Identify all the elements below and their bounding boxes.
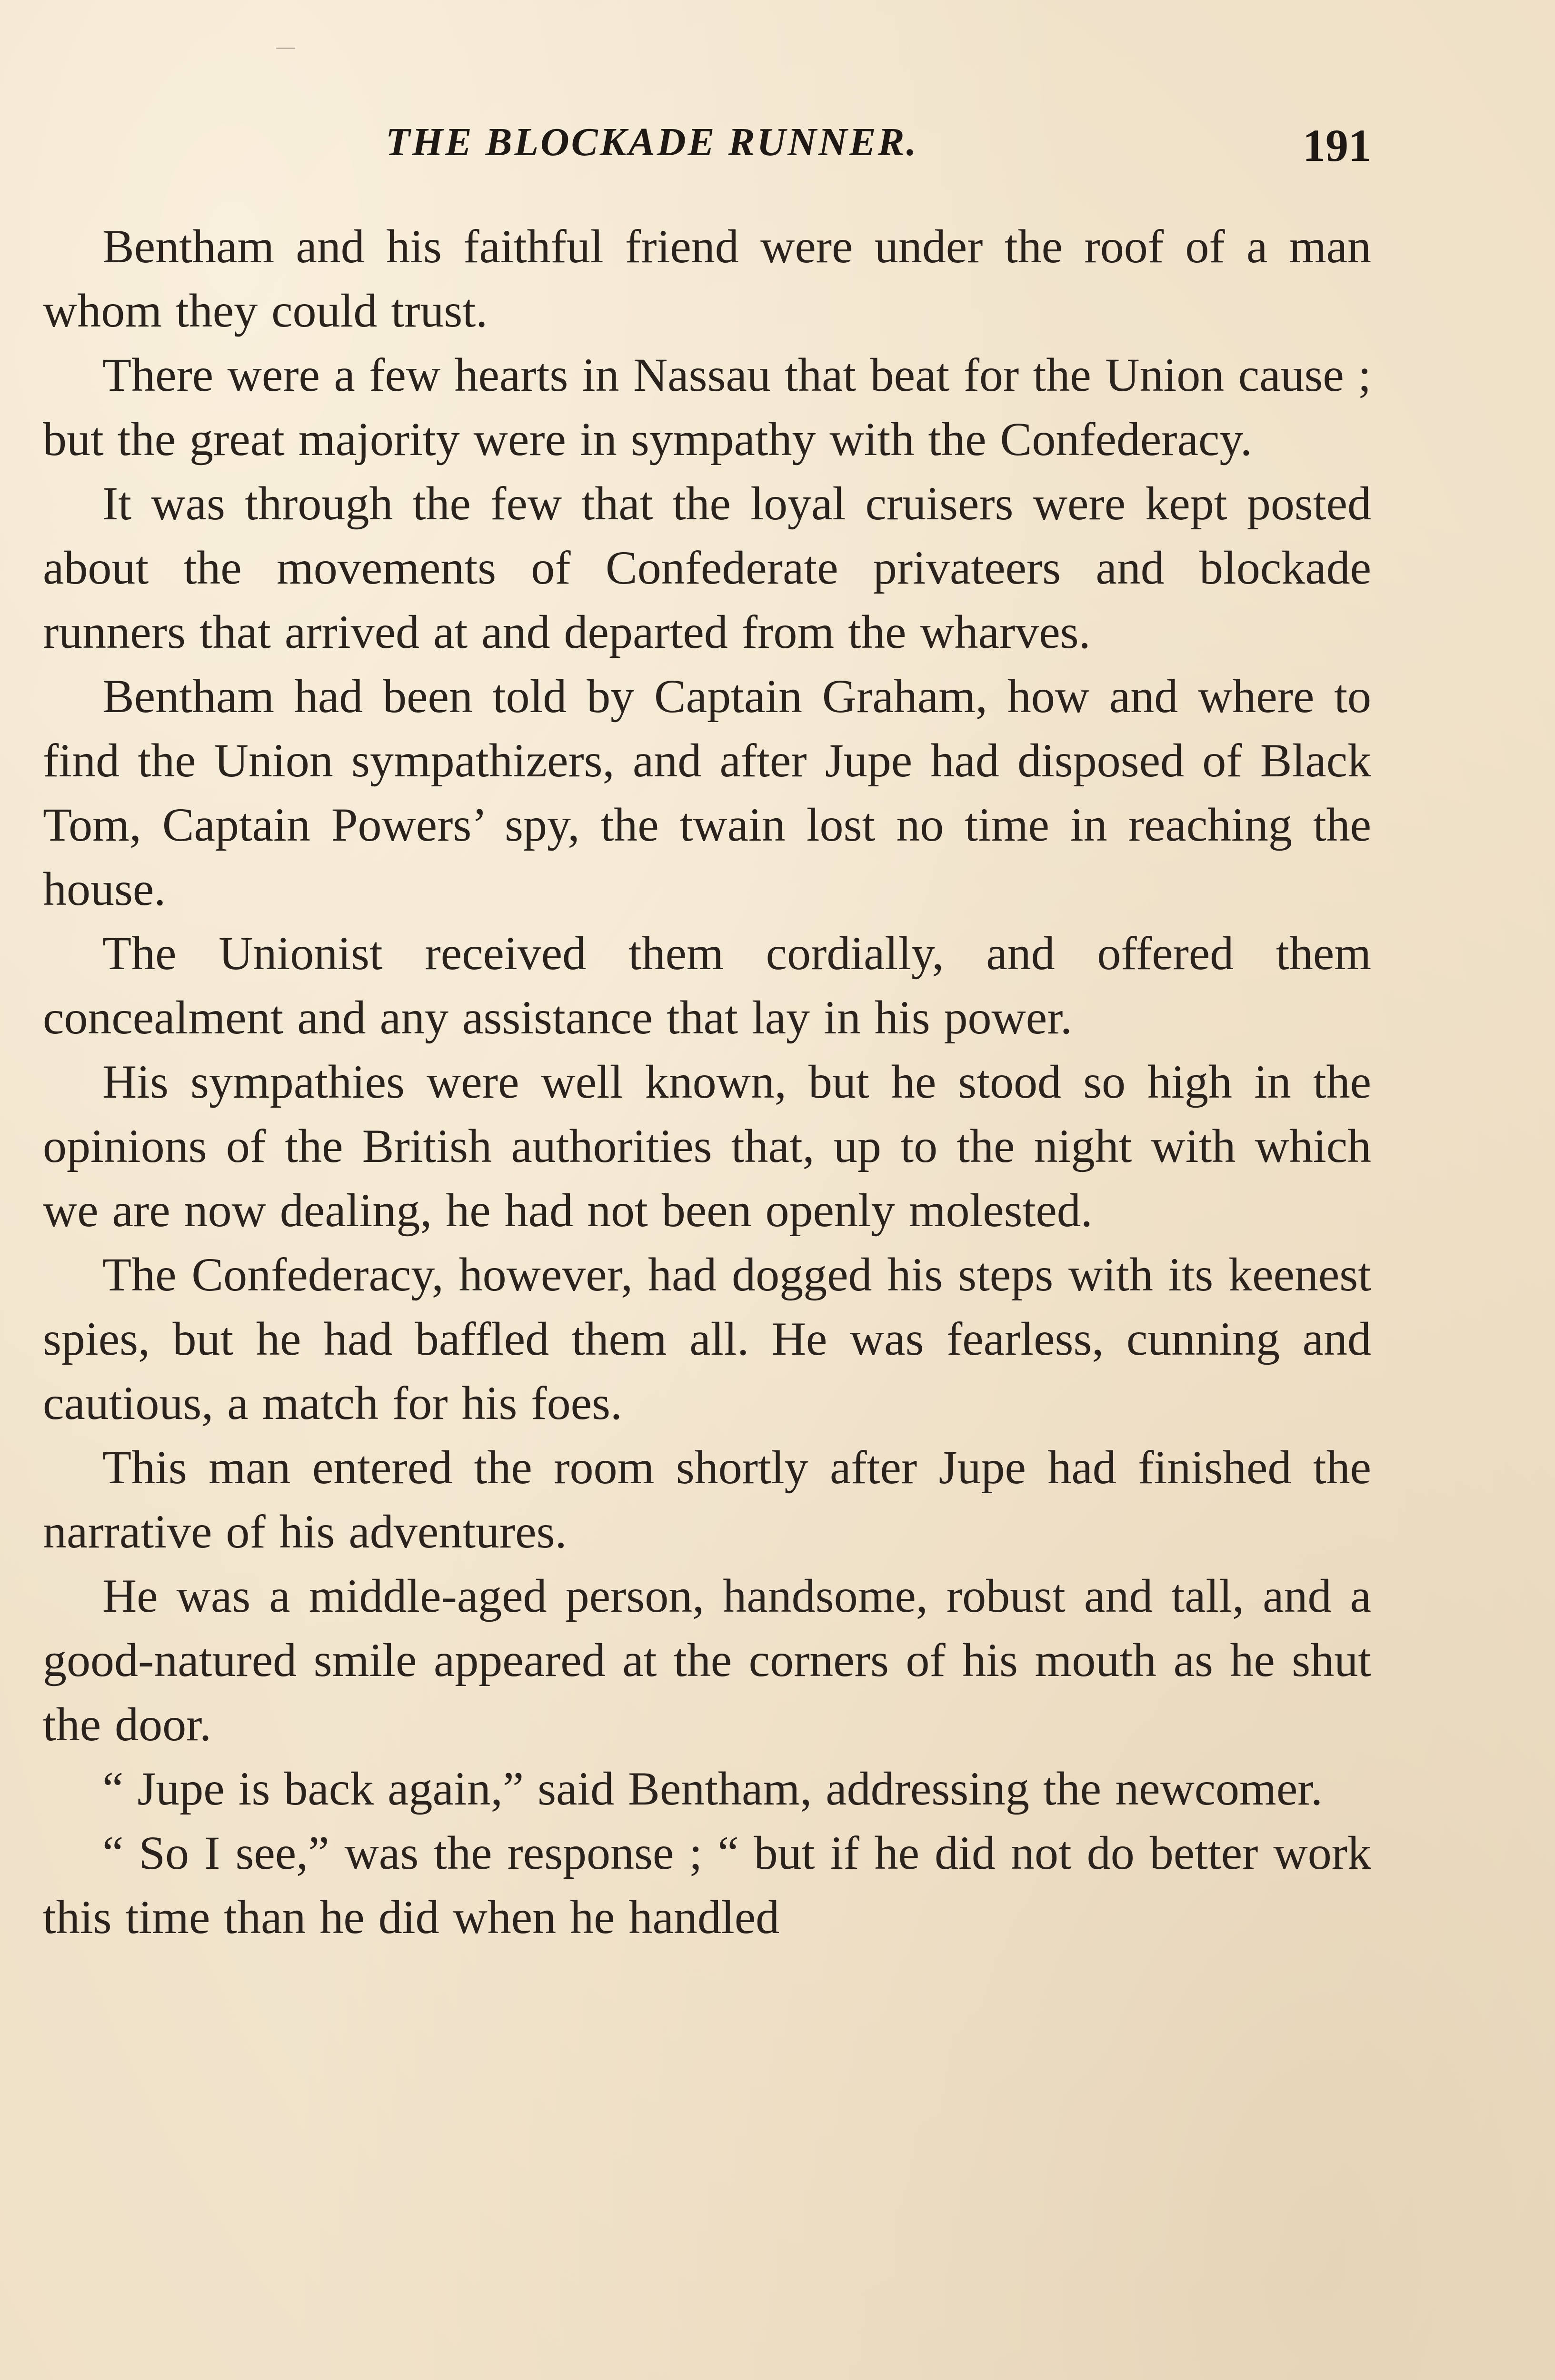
page-content (43, 86, 1371, 2380)
running-head (43, 105, 1371, 176)
paragraph: The Unionist received them cordially, and offered them concealment and any assistance that lay in his power. (43, 927, 1371, 1044)
running-title: THE BLOCKADE RUNNER. (386, 120, 918, 164)
paper-speck (276, 48, 295, 49)
body-text (43, 214, 1371, 1949)
paragraph: This man entered the room shortly after Jupe had finished the narrative of his adventures. (43, 1441, 1371, 1558)
paragraph: “ So I see,” was the response ; “ but if he did not do better work this time than he did when he handled (43, 1826, 1371, 1944)
paragraph: There were a few hearts in Nassau that beat for the Union cause ; but the great majority were in sympathy with the Confederacy. (43, 348, 1371, 466)
paragraph: “ Jupe is back again,” said Bentham, addressing the newcomer. (102, 1762, 1323, 1815)
paragraph: Bentham and his faithful friend were under the roof of a man whom they could trust. (43, 220, 1371, 337)
page-number: 191 (1303, 120, 1371, 171)
paragraph: Bentham had been told by Captain Graham, how and where to find the Union sympathizers, and after Jupe had disposed of Black Tom, Captain Powers’ spy, the twain lost no time in reaching the house. (43, 670, 1371, 915)
paragraph: It was through the few that the loyal cruisers were kept posted about the movements of Confederate privateers and blockade runners that arrived at and departed from the wharves. (43, 477, 1371, 658)
paragraph: His sympathies were well known, but he stood so high in the opinions of the British authorities that, up to the night with which we are now dealing, he had not been openly molested. (43, 1055, 1371, 1237)
paragraph: He was a middle-aged person, handsome, robust and tall, and a good-natured smile appeared at the corners of his mouth as he shut the door. (43, 1569, 1371, 1751)
paragraph: The Confederacy, however, had dogged his steps with its keenest spies, but he had baffled them all. He was fearless, cunning and cautious, a match for his foes. (43, 1248, 1371, 1429)
